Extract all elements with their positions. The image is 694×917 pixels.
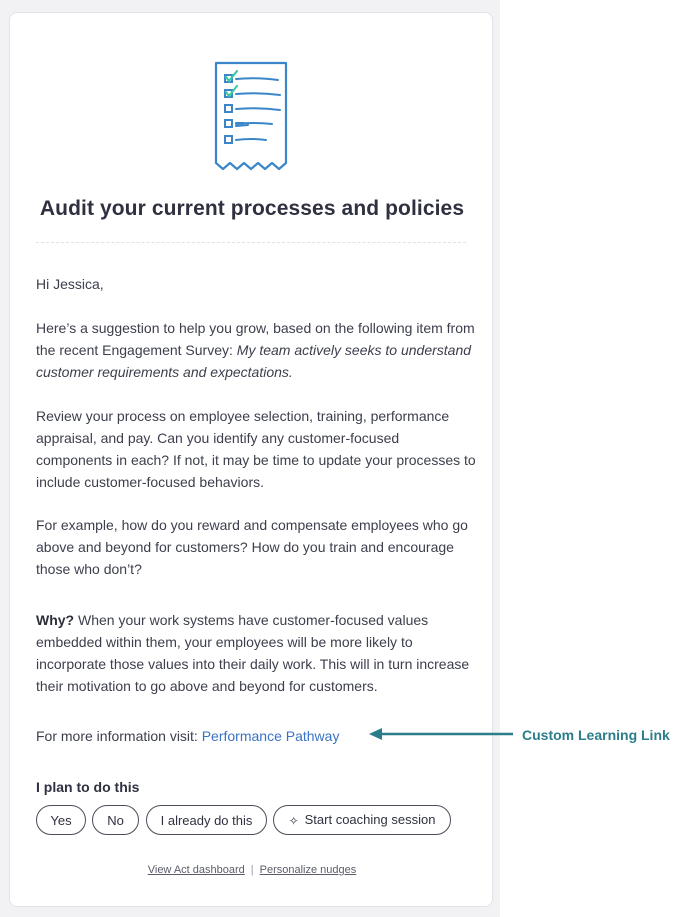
start-coaching-button[interactable] [273,805,451,835]
greeting: Hi Jessica, [36,276,104,292]
why-text: When your work systems have customer-focused values embedded within them, your employees will be more likely to incorporate those values into their daily work. This will in turn increase their motivation to go above and beyond for customers. [36,612,470,694]
arrow-left-icon [367,726,517,742]
why-label: Why? [36,612,75,628]
start-coaching-label: Start coaching session [304,812,436,827]
already-do-this-button[interactable]: I already do this [146,805,267,835]
footer-links [10,864,494,876]
sparkle-icon: ✧ [288,814,299,828]
divider [36,242,466,243]
nudge-card [9,12,493,907]
review-paragraph: Review your process on employee selection, training, performance appraisal, and pay. Can you identify any customer-focused components in each? If not, it may be time to update your processes to include customer-focused behaviors. [36,408,476,490]
intro-paragraph [36,317,476,383]
yes-button[interactable]: Yes [36,805,86,835]
why-paragraph [36,609,476,697]
no-button[interactable]: No [92,805,139,835]
more-info-label: For more information visit: [36,728,198,744]
checklist-receipt-icon [206,59,296,179]
footer-separator: | [250,864,254,876]
view-act-dashboard-link[interactable]: View Act dashboard [147,864,245,876]
personalize-nudges-link[interactable]: Personalize nudges [259,864,357,876]
example-paragraph: For example, how do you reward and compensate employees who go above and beyond for customers? How do you train and encourage those who don’t? [36,517,468,577]
plan-label: I plan to do this [36,779,140,795]
custom-learning-link-callout: Custom Learning Link [522,727,670,743]
intro-text: Here’s a suggestion to help you grow, based on the following item from the recent Engagement Survey: [36,320,475,358]
performance-pathway-link[interactable]: Performance Pathway [201,728,340,744]
survey-item-text: My team actively seeks to understand customer requirements and expectations. [36,342,472,380]
card-title: Audit your current processes and policies [39,197,465,220]
